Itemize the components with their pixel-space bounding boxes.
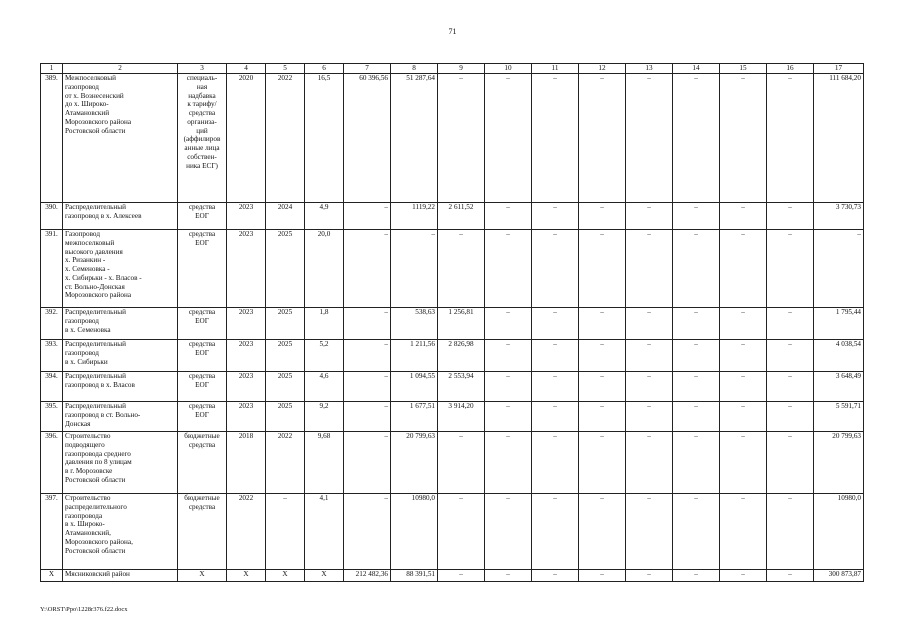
value-cell: –	[485, 402, 532, 432]
row-number-cell: 390.	[41, 203, 63, 230]
end-year-cell: –	[266, 494, 305, 570]
value-cell: –	[720, 402, 767, 432]
header-cell: 10	[485, 64, 532, 74]
header-cell: 6	[305, 64, 344, 74]
value-cell: –	[626, 494, 673, 570]
value-cell: –	[767, 74, 814, 203]
value-cell: –	[579, 372, 626, 402]
total-cell: 3 648,49	[814, 372, 864, 402]
table-row	[41, 402, 864, 432]
header-cell: 13	[626, 64, 673, 74]
project-name-cell: Распределительный газопровод в ст. Вольно- Донская	[63, 402, 178, 432]
header-cell: 7	[344, 64, 391, 74]
table-row	[41, 494, 864, 570]
value-cell: –	[626, 402, 673, 432]
header-row	[41, 64, 864, 74]
value-cell: 1 211,56	[391, 340, 438, 372]
footer-file-path: Y:\ORST\Ppo\1228r376.f22.docx	[40, 606, 128, 613]
value-cell: –	[673, 203, 720, 230]
total-cell: –	[814, 230, 864, 308]
value-cell: –	[767, 230, 814, 308]
end-year-cell: 2025	[266, 402, 305, 432]
value-cell: –	[626, 230, 673, 308]
end-year-cell: 2025	[266, 372, 305, 402]
funding-source-cell: средства ЕОГ	[178, 340, 227, 372]
value-cell: –	[720, 570, 767, 582]
value-cell: –	[673, 570, 720, 582]
total-cell: 111 684,20	[814, 74, 864, 203]
value-cell: 2 553,94	[438, 372, 485, 402]
value-cell: –	[438, 432, 485, 494]
value-cell: –	[344, 402, 391, 432]
value-cell: –	[626, 340, 673, 372]
value-cell: –	[626, 308, 673, 340]
header-cell: 17	[814, 64, 864, 74]
funding-source-cell: средства ЕОГ	[178, 308, 227, 340]
end-year-cell: 2025	[266, 308, 305, 340]
header-cell: 11	[532, 64, 579, 74]
value-cell: 88 391,51	[391, 570, 438, 582]
value-cell: 212 482,36	[344, 570, 391, 582]
header-cell: 9	[438, 64, 485, 74]
project-name-cell: Строительство распределительного газопровода в х. Широко- Атамановский, Морозовского района, Ростовской области	[63, 494, 178, 570]
value-cell: –	[720, 494, 767, 570]
funding-source-cell: средства ЕОГ	[178, 372, 227, 402]
value-cell: –	[673, 308, 720, 340]
value-cell: –	[767, 308, 814, 340]
row-number-cell: 393.	[41, 340, 63, 372]
length-cell: 1,8	[305, 308, 344, 340]
value-cell: –	[673, 372, 720, 402]
value-cell: –	[438, 494, 485, 570]
table-row	[41, 432, 864, 494]
value-cell: –	[391, 230, 438, 308]
value-cell: 1 677,51	[391, 402, 438, 432]
end-year-cell: 2025	[266, 230, 305, 308]
value-cell: –	[438, 570, 485, 582]
project-name-cell: Распределительный газопровод в х. Сибирьки	[63, 340, 178, 372]
value-cell: –	[673, 432, 720, 494]
header-cell: 4	[227, 64, 266, 74]
length-cell: 9,2	[305, 402, 344, 432]
value-cell: –	[720, 432, 767, 494]
value-cell: 1119,22	[391, 203, 438, 230]
row-number-cell: 391.	[41, 230, 63, 308]
value-cell: –	[673, 74, 720, 203]
total-cell: 10980,0	[814, 494, 864, 570]
value-cell: –	[532, 432, 579, 494]
value-cell: –	[579, 570, 626, 582]
start-year-cell: 2023	[227, 402, 266, 432]
value-cell: –	[767, 402, 814, 432]
value-cell: –	[626, 203, 673, 230]
value-cell: 1 094,55	[391, 372, 438, 402]
header-cell: 2	[63, 64, 178, 74]
total-cell: 4 038,54	[814, 340, 864, 372]
value-cell: –	[720, 203, 767, 230]
value-cell: –	[344, 432, 391, 494]
value-cell: 1 256,81	[438, 308, 485, 340]
value-cell: –	[344, 203, 391, 230]
value-cell: –	[579, 230, 626, 308]
total-cell: 20 799,63	[814, 432, 864, 494]
value-cell: –	[485, 203, 532, 230]
value-cell: –	[673, 230, 720, 308]
value-cell: –	[532, 402, 579, 432]
project-name-cell: Мясниковский район	[63, 570, 178, 582]
value-cell: 60 396,56	[344, 74, 391, 203]
length-cell: 16,5	[305, 74, 344, 203]
funding-source-cell: средства ЕОГ	[178, 402, 227, 432]
start-year-cell: 2018	[227, 432, 266, 494]
length-cell: 5,2	[305, 340, 344, 372]
table-row	[41, 203, 864, 230]
value-cell: –	[532, 308, 579, 340]
value-cell: –	[485, 432, 532, 494]
value-cell: 2 826,98	[438, 340, 485, 372]
table-row	[41, 308, 864, 340]
value-cell: 538,63	[391, 308, 438, 340]
value-cell: 3 914,20	[438, 402, 485, 432]
row-number-cell: 396.	[41, 432, 63, 494]
header-cell: 15	[720, 64, 767, 74]
value-cell: –	[720, 74, 767, 203]
row-number-cell: Х	[41, 570, 63, 582]
value-cell: –	[438, 74, 485, 203]
value-cell: –	[579, 340, 626, 372]
value-cell: –	[673, 340, 720, 372]
value-cell: –	[344, 230, 391, 308]
value-cell: –	[579, 494, 626, 570]
funding-source-cell: специаль- ная надбавка к тарифу/ средства организа- ций (аффилиров анные лица собствен- ника ЕСГ)	[178, 74, 227, 203]
value-cell: –	[344, 308, 391, 340]
header-cell: 12	[579, 64, 626, 74]
value-cell: –	[767, 372, 814, 402]
value-cell: 20 799,63	[391, 432, 438, 494]
value-cell: –	[673, 402, 720, 432]
total-cell: 1 795,44	[814, 308, 864, 340]
value-cell: 51 287,64	[391, 74, 438, 203]
value-cell: –	[532, 570, 579, 582]
start-year-cell: 2023	[227, 308, 266, 340]
value-cell: –	[626, 570, 673, 582]
total-cell: 5 591,71	[814, 402, 864, 432]
value-cell: –	[626, 372, 673, 402]
value-cell: –	[532, 230, 579, 308]
project-name-cell: Распределительный газопровод в х. Власов	[63, 372, 178, 402]
start-year-cell: 2023	[227, 372, 266, 402]
row-number-cell: 395.	[41, 402, 63, 432]
value-cell: –	[485, 340, 532, 372]
value-cell: 10980,0	[391, 494, 438, 570]
funding-source-cell: средства ЕОГ	[178, 230, 227, 308]
project-name-cell: Межпоселковый газопровод от х. Вознесенский до х. Широко- Атамановский Морозовского района Ростовской области	[63, 74, 178, 203]
value-cell: –	[485, 74, 532, 203]
project-name-cell: Строительство подводящего газопровода среднего давления по 8 улицам в г. Морозовске Ростовской области	[63, 432, 178, 494]
page-number: 71	[448, 27, 457, 36]
end-year-cell: 2022	[266, 432, 305, 494]
start-year-cell: 2023	[227, 230, 266, 308]
header-cell: 14	[673, 64, 720, 74]
value-cell: –	[532, 74, 579, 203]
header-cell: 16	[767, 64, 814, 74]
length-cell: 4,9	[305, 203, 344, 230]
value-cell: –	[579, 308, 626, 340]
end-year-cell: 2025	[266, 340, 305, 372]
funding-source-cell: бюджетные средства	[178, 432, 227, 494]
start-year-cell: Х	[227, 570, 266, 582]
project-name-cell: Распределительный газопровод в х. Семеновка	[63, 308, 178, 340]
row-number-cell: 397.	[41, 494, 63, 570]
value-cell: –	[767, 494, 814, 570]
row-number-cell: 389.	[41, 74, 63, 203]
length-cell: 20,0	[305, 230, 344, 308]
length-cell: Х	[305, 570, 344, 582]
length-cell: 4,6	[305, 372, 344, 402]
value-cell: –	[485, 372, 532, 402]
end-year-cell: 2024	[266, 203, 305, 230]
table-row	[41, 372, 864, 402]
start-year-cell: 2020	[227, 74, 266, 203]
funding-source-cell: средства ЕОГ	[178, 203, 227, 230]
table-row	[41, 570, 864, 582]
value-cell: –	[532, 340, 579, 372]
total-cell: 300 873,87	[814, 570, 864, 582]
value-cell: –	[673, 494, 720, 570]
start-year-cell: 2022	[227, 494, 266, 570]
start-year-cell: 2023	[227, 340, 266, 372]
value-cell: –	[532, 494, 579, 570]
value-cell: 2 611,52	[438, 203, 485, 230]
value-cell: –	[485, 230, 532, 308]
header-cell: 8	[391, 64, 438, 74]
value-cell: –	[532, 203, 579, 230]
value-cell: –	[579, 402, 626, 432]
value-cell: –	[485, 570, 532, 582]
header-cell: 5	[266, 64, 305, 74]
funding-source-cell: бюджетные средства	[178, 494, 227, 570]
funding-source-cell: Х	[178, 570, 227, 582]
total-cell: 3 730,73	[814, 203, 864, 230]
value-cell: –	[720, 308, 767, 340]
row-number-cell: 392.	[41, 308, 63, 340]
header-cell: 3	[178, 64, 227, 74]
length-cell: 4,1	[305, 494, 344, 570]
value-cell: –	[767, 432, 814, 494]
value-cell: –	[767, 340, 814, 372]
value-cell: –	[626, 74, 673, 203]
end-year-cell: 2022	[266, 74, 305, 203]
value-cell: –	[579, 432, 626, 494]
value-cell: –	[720, 340, 767, 372]
length-cell: 9,68	[305, 432, 344, 494]
table-row	[41, 230, 864, 308]
end-year-cell: Х	[266, 570, 305, 582]
investment-table	[40, 63, 864, 582]
value-cell: –	[438, 230, 485, 308]
value-cell: –	[579, 203, 626, 230]
project-name-cell: Газопровод межпоселковый высокого давления х. Ризанкин - х. Семеновка - х. Сибирьки - х. Власов - ст. Вольно-Донская Морозовского района	[63, 230, 178, 308]
value-cell: –	[767, 203, 814, 230]
value-cell: –	[626, 432, 673, 494]
value-cell: –	[720, 372, 767, 402]
value-cell: –	[344, 372, 391, 402]
value-cell: –	[344, 340, 391, 372]
table-row	[41, 340, 864, 372]
header-cell: 1	[41, 64, 63, 74]
value-cell: –	[485, 308, 532, 340]
value-cell: –	[344, 494, 391, 570]
row-number-cell: 394.	[41, 372, 63, 402]
value-cell: –	[720, 230, 767, 308]
table-row	[41, 74, 864, 203]
project-name-cell: Распределительный газопровод в х. Алексеев	[63, 203, 178, 230]
value-cell: –	[767, 570, 814, 582]
start-year-cell: 2023	[227, 203, 266, 230]
value-cell: –	[532, 372, 579, 402]
value-cell: –	[485, 494, 532, 570]
value-cell: –	[579, 74, 626, 203]
